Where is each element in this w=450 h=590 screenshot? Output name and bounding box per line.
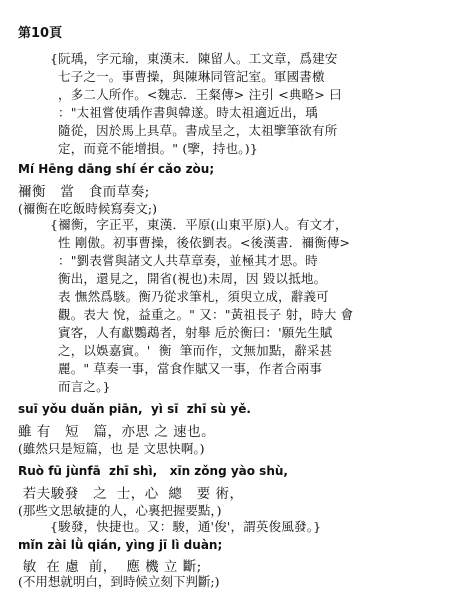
chinese-line: 雖 有 短 篇，亦思 之 速也。 <box>18 424 216 440</box>
chinese-line: 敏 在 慮 前， 應 機 立 斷; <box>18 559 202 575</box>
note-line: ："劉表嘗與諸文人共草章奏，並極其才思。時 <box>58 253 318 268</box>
note-line: ："太祖嘗使瑀作書與韓遂。時太祖適近出，瑀 <box>58 105 318 120</box>
note-line: 麗。" 草奏一事，當食作賦又一事，作者合兩事 <box>58 361 323 376</box>
chinese-line: 禰衡 當 食而草奏; <box>18 184 150 200</box>
translation-line: (那些文思敏捷的人，心裏把握要點，) <box>18 503 222 518</box>
pinyin-line: Ruò fū jùnfā zhī shì, xīn zǒng yào shù, <box>18 464 288 478</box>
chinese-line: 若夫駿發 之 士，心 總 要 術， <box>18 486 244 502</box>
translation-line: (雖然只是短篇，也 是 文思快啊。) <box>18 441 205 456</box>
note-line: 賓客，人有獻鸚鵡者，射舉 卮於衡曰：'願先生賦 <box>58 325 333 340</box>
note-line: ，多二人所作。<魏志．王粲傳> 注引 <典略> 曰 <box>58 87 342 102</box>
pinyin-line: suī yǒu duǎn piān, yì sī zhī sù yě. <box>18 402 251 416</box>
note-line: 衡出，還見之，開省(視也)未周，因 毀以抵地。 <box>58 271 327 286</box>
pinyin-line: Mí Hēng dāng shí ér cǎo zòu; <box>18 162 215 176</box>
note-line: 定，而竟不能增損。" (擥，持也。)} <box>58 141 258 156</box>
translation-line: (禰衡在吃飯時候寫奏文;) <box>18 201 157 216</box>
page-number: 第10頁 <box>18 26 63 41</box>
note-line: 隨從，因於馬上具草。書成呈之，太祖擥筆欲有所 <box>58 123 338 138</box>
note-line: 性 剛傲。初事曹操，後依劉表。<後漢書．禰衡傳> <box>58 235 351 250</box>
note-line: {阮瑀，字元瑜，東漢末．陳留人。工文章，爲建安 <box>50 51 338 66</box>
note-line: 觀。表大 悅，益重之。" 又："黃祖長子 射，時大 會 <box>58 307 354 322</box>
note-line: 七子之一。事曹操，與陳琳同管記室。軍國書檄 <box>58 69 325 84</box>
translation-line: (不用想就明白，到時候立刻下判斷;) <box>18 574 220 589</box>
note-line: 之，以娛嘉賓。' 衡 筆而作，文無加點，辭采甚 <box>58 343 333 358</box>
note-line: 而言之。} <box>58 379 111 394</box>
note-line: 表 憮然爲駭。衡乃從求筆札，須臾立成，辭義可 <box>58 289 329 304</box>
note-line: {禰衡，字正平，東漢．平原(山東平原)人。有文才， <box>50 217 348 232</box>
note-line: {駿發，快捷也。又：駿，通'俊'，謂英俊風發。} <box>50 519 322 534</box>
pinyin-line: mǐn zài lǜ qián, yìng jī lì duàn; <box>18 538 223 552</box>
